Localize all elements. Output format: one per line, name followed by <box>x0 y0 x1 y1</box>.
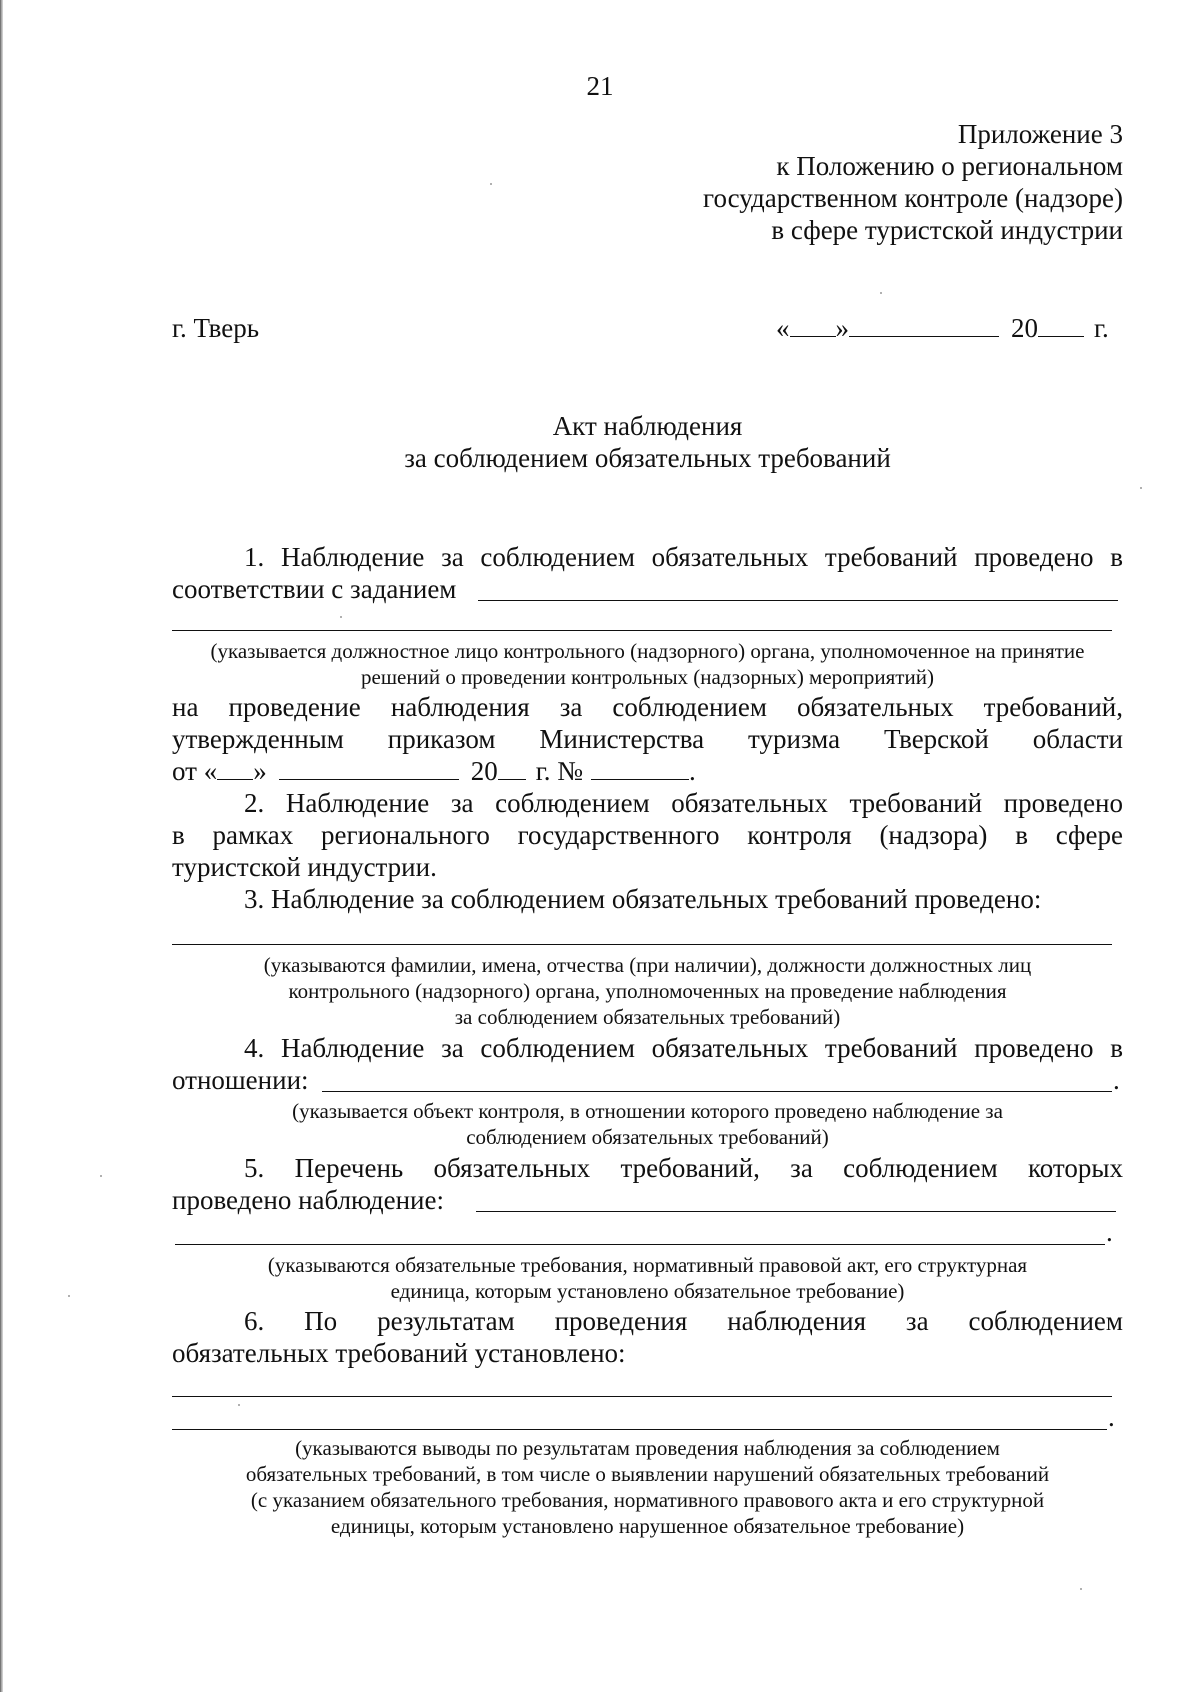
year-prefix: 20 <box>1011 313 1038 343</box>
p1-cont-line: на проведение наблюдения за соблюдением обязательных требований, <box>172 692 1123 722</box>
order-line <box>172 755 696 787</box>
p3-line: 3. Наблюдение за соблюдением обязательных требований проведено: <box>244 884 1042 914</box>
p1-note: решений о проведении контрольных (надзорных) мероприятий) <box>361 665 934 689</box>
document-subtitle: за соблюдением обязательных требований <box>404 443 891 473</box>
appendix-line: государственном контроле (надзоре) <box>703 183 1123 213</box>
year-blank <box>1038 314 1084 337</box>
scan-edge <box>0 0 3 1692</box>
order-from: от « <box>172 756 218 786</box>
p6-end: . <box>1108 1402 1115 1432</box>
p1-cont-line: утвержденным приказом Министерства туризма Тверской области <box>172 724 1123 754</box>
p6-line: 6. По результатам проведения наблюдения за соблюдением <box>244 1306 1123 1336</box>
p5-note: (указываются обязательные требования, нормативный правовой акт, его структурная <box>267 1253 1028 1277</box>
p2-line: в рамках регионального государственного контроля (надзора) в сфере <box>172 820 1123 850</box>
results-blank-line-2 <box>172 1429 1107 1430</box>
date-close-quote: » <box>835 313 849 343</box>
object-blank-line <box>322 1091 1112 1092</box>
inspectors-blank-line <box>172 944 1112 945</box>
p1-note: (указывается должностное лицо контрольного (надзорного) органа, уполномоченное на принятие <box>210 639 1085 663</box>
p5-line: проведено наблюдение: <box>172 1185 444 1215</box>
requirements-blank-line <box>476 1211 1116 1212</box>
task-blank-line <box>478 600 1118 601</box>
p5-end: . <box>1106 1217 1113 1247</box>
order-month-blank <box>279 757 459 780</box>
scan-speck <box>340 616 342 618</box>
p6-line: обязательных требований установлено: <box>172 1338 626 1368</box>
place: г. Тверь <box>172 313 260 343</box>
order-number-blank <box>591 757 689 780</box>
scan-speck <box>68 1295 70 1297</box>
requirements-blank-line-2 <box>175 1244 1105 1245</box>
appendix-line: в сфере туристской индустрии <box>771 215 1123 245</box>
date-open-quote: « <box>776 313 790 343</box>
p5-line: 5. Перечень обязательных требований, за соблюдением которых <box>244 1153 1123 1183</box>
day-blank <box>790 314 836 337</box>
p4-line: отношении: <box>172 1065 309 1095</box>
document-title: Акт наблюдения <box>552 411 743 441</box>
order-year-blank <box>498 757 526 780</box>
month-blank <box>849 314 999 337</box>
p6-note: (указываются выводы по результатам проведения наблюдения за соблюдением <box>295 1436 1000 1460</box>
date-field <box>776 312 1109 344</box>
p3-note: (указываются фамилии, имена, отчества (при наличии), должности должностных лиц <box>263 953 1032 977</box>
official-blank-line <box>172 630 1112 631</box>
p5-note: единица, которым установлено обязательное требование) <box>390 1279 905 1303</box>
appendix-title: Приложение 3 <box>957 119 1123 149</box>
p1-line: 1. Наблюдение за соблюдением обязательных требований проведено в <box>244 542 1123 572</box>
p4-line: 4. Наблюдение за соблюдением обязательных требований проведено в <box>244 1033 1123 1063</box>
p2-line: 2. Наблюдение за соблюдением обязательных требований проведено <box>244 788 1123 818</box>
order-end: . <box>689 756 696 786</box>
p3-note: контрольного (надзорного) органа, уполномоченных на проведение наблюдения <box>288 979 1007 1003</box>
results-blank-line <box>172 1396 1112 1397</box>
p1-line: соответствии с заданием <box>172 574 457 604</box>
order-year: 20 <box>470 756 498 786</box>
scan-speck <box>1080 1588 1082 1590</box>
order-number-label: г. № <box>535 756 583 786</box>
scan-speck <box>490 183 492 185</box>
scan-speck <box>238 1404 240 1406</box>
year-suffix: г. <box>1094 313 1109 343</box>
order-quote-close: » <box>253 756 267 786</box>
p4-end: . <box>1113 1065 1120 1095</box>
p6-note: обязательных требований, в том числе о выявлении нарушений обязательных требований <box>245 1462 1050 1486</box>
p3-note: за соблюдением обязательных требований) <box>454 1005 841 1029</box>
appendix-line: к Положению о региональном <box>776 151 1123 181</box>
page-number: 21 <box>586 71 614 101</box>
p4-note: соблюдением обязательных требований) <box>466 1125 829 1149</box>
scan-speck <box>1140 487 1142 489</box>
p2-line: туристской индустрии. <box>172 852 437 882</box>
order-day-blank <box>217 757 253 780</box>
scan-speck <box>100 1175 102 1177</box>
p6-note: единицы, которым установлено нарушенное обязательное требование) <box>330 1514 965 1538</box>
p6-note: (с указанием обязательного требования, нормативного правового акта и его структурной <box>250 1488 1045 1512</box>
p4-note: (указывается объект контроля, в отношении которого проведено наблюдение за <box>292 1099 1003 1123</box>
scan-speck <box>880 292 882 294</box>
